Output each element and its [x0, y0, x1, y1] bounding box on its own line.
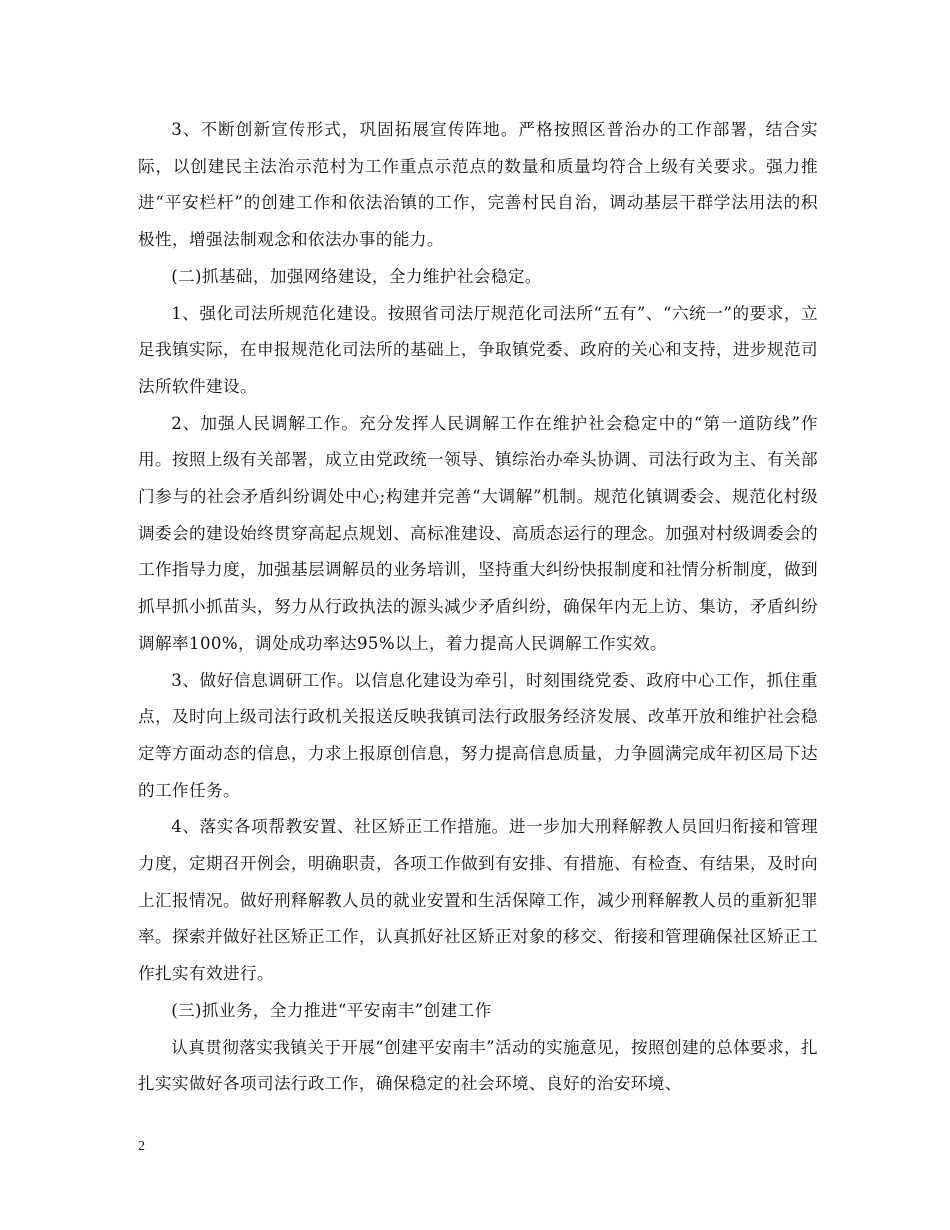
paragraph-2-2: 2、加强人民调解工作。充分发挥人民调解工作在维护社会稳定中的“第一道防线”作用。按照上级有关部署，成立由党政统一领导、镇综治办牵头协调、司法行政为主、有关部门参与的社会矛盾纠纷调处中心;构建并完善“大调解”机制。规范化镇调委会、规范化村级调委会的建设始终贯穿高起点规划、高标准建设、高质态运行的理念。加强对村级调委会的工作指导力度，加强基层调解员的业务培训，坚持重大纠纷快报制度和社情分析制度，做到抓早抓小抓苗头，努力从行政执法的源头减少矛盾纠纷，确保年内无上访、集访，矛盾纠纷调解率100%，调处成功率达95%以上，着力提高人民调解工作实效。 — [138, 413, 818, 653]
paragraph-1: 3、不断创新宣传形式，巩固拓展宣传阵地。严格按照区普治办的工作部署，结合实际，以创建民主法治示范村为工作重点示范点的数量和质量均符合上级有关要求。强力推进“平安栏杆”的创建工作和依法治镇的工作，完善村民自治，调动基层干群学法用法的积极性，增强法制观念和依法办事的能力。 — [138, 120, 818, 250]
paragraph-2-4: 4、落实各项帮教安置、社区矫正工作措施。进一步加大刑释解教人员回归衔接和管理力度，定期召开例会，明确职责，各项工作做到有安排、有措施、有检查、有结果，及时向上汇报情况。做好刑释解教人员的就业安置和生活保障工作，减少刑释解教人员的重新犯罪率。探索并做好社区矫正工作，认真抓好社区矫正对象的移交、衔接和管理确保社区矫正工作扎实有效进行。 — [138, 817, 818, 984]
paragraph-2-3: 3、做好信息调研工作。以信息化建设为牵引，时刻围绕党委、政府中心工作，抓住重点，及时向上级司法行政机关报送反映我镇司法行政服务经济发展、改革开放和维护社会稳定等方面动态的信息，力求上报原创信息，努力提高信息质量，力争圆满完成年初区局下达的工作任务。 — [138, 670, 818, 800]
page-number: 2 — [138, 1139, 145, 1154]
paragraph-2-1: 1、强化司法所规范化建设。按照省司法厅规范化司法所“五有”、“六统一”的要求，立足我镇实际，在申报规范化司法所的基础上，争取镇党委、政府的关心和支持，进步规范司法所软件建设。 — [138, 303, 818, 396]
paragraph-3-1: 认真贯彻落实我镇关于开展“创建平安南丰”活动的实施意见，按照创建的总体要求，扎扎实实做好各项司法行政工作，确保稳定的社会环境、良好的治安环境、 — [138, 1037, 818, 1094]
section-heading-3: (三)抓业务，全力推进“平安南丰”创建工作 — [171, 1000, 492, 1020]
section-heading-2: (二)抓基础，加强网络建设，全力维护社会稳定。 — [171, 266, 542, 286]
document-body — [138, 112, 818, 1103]
